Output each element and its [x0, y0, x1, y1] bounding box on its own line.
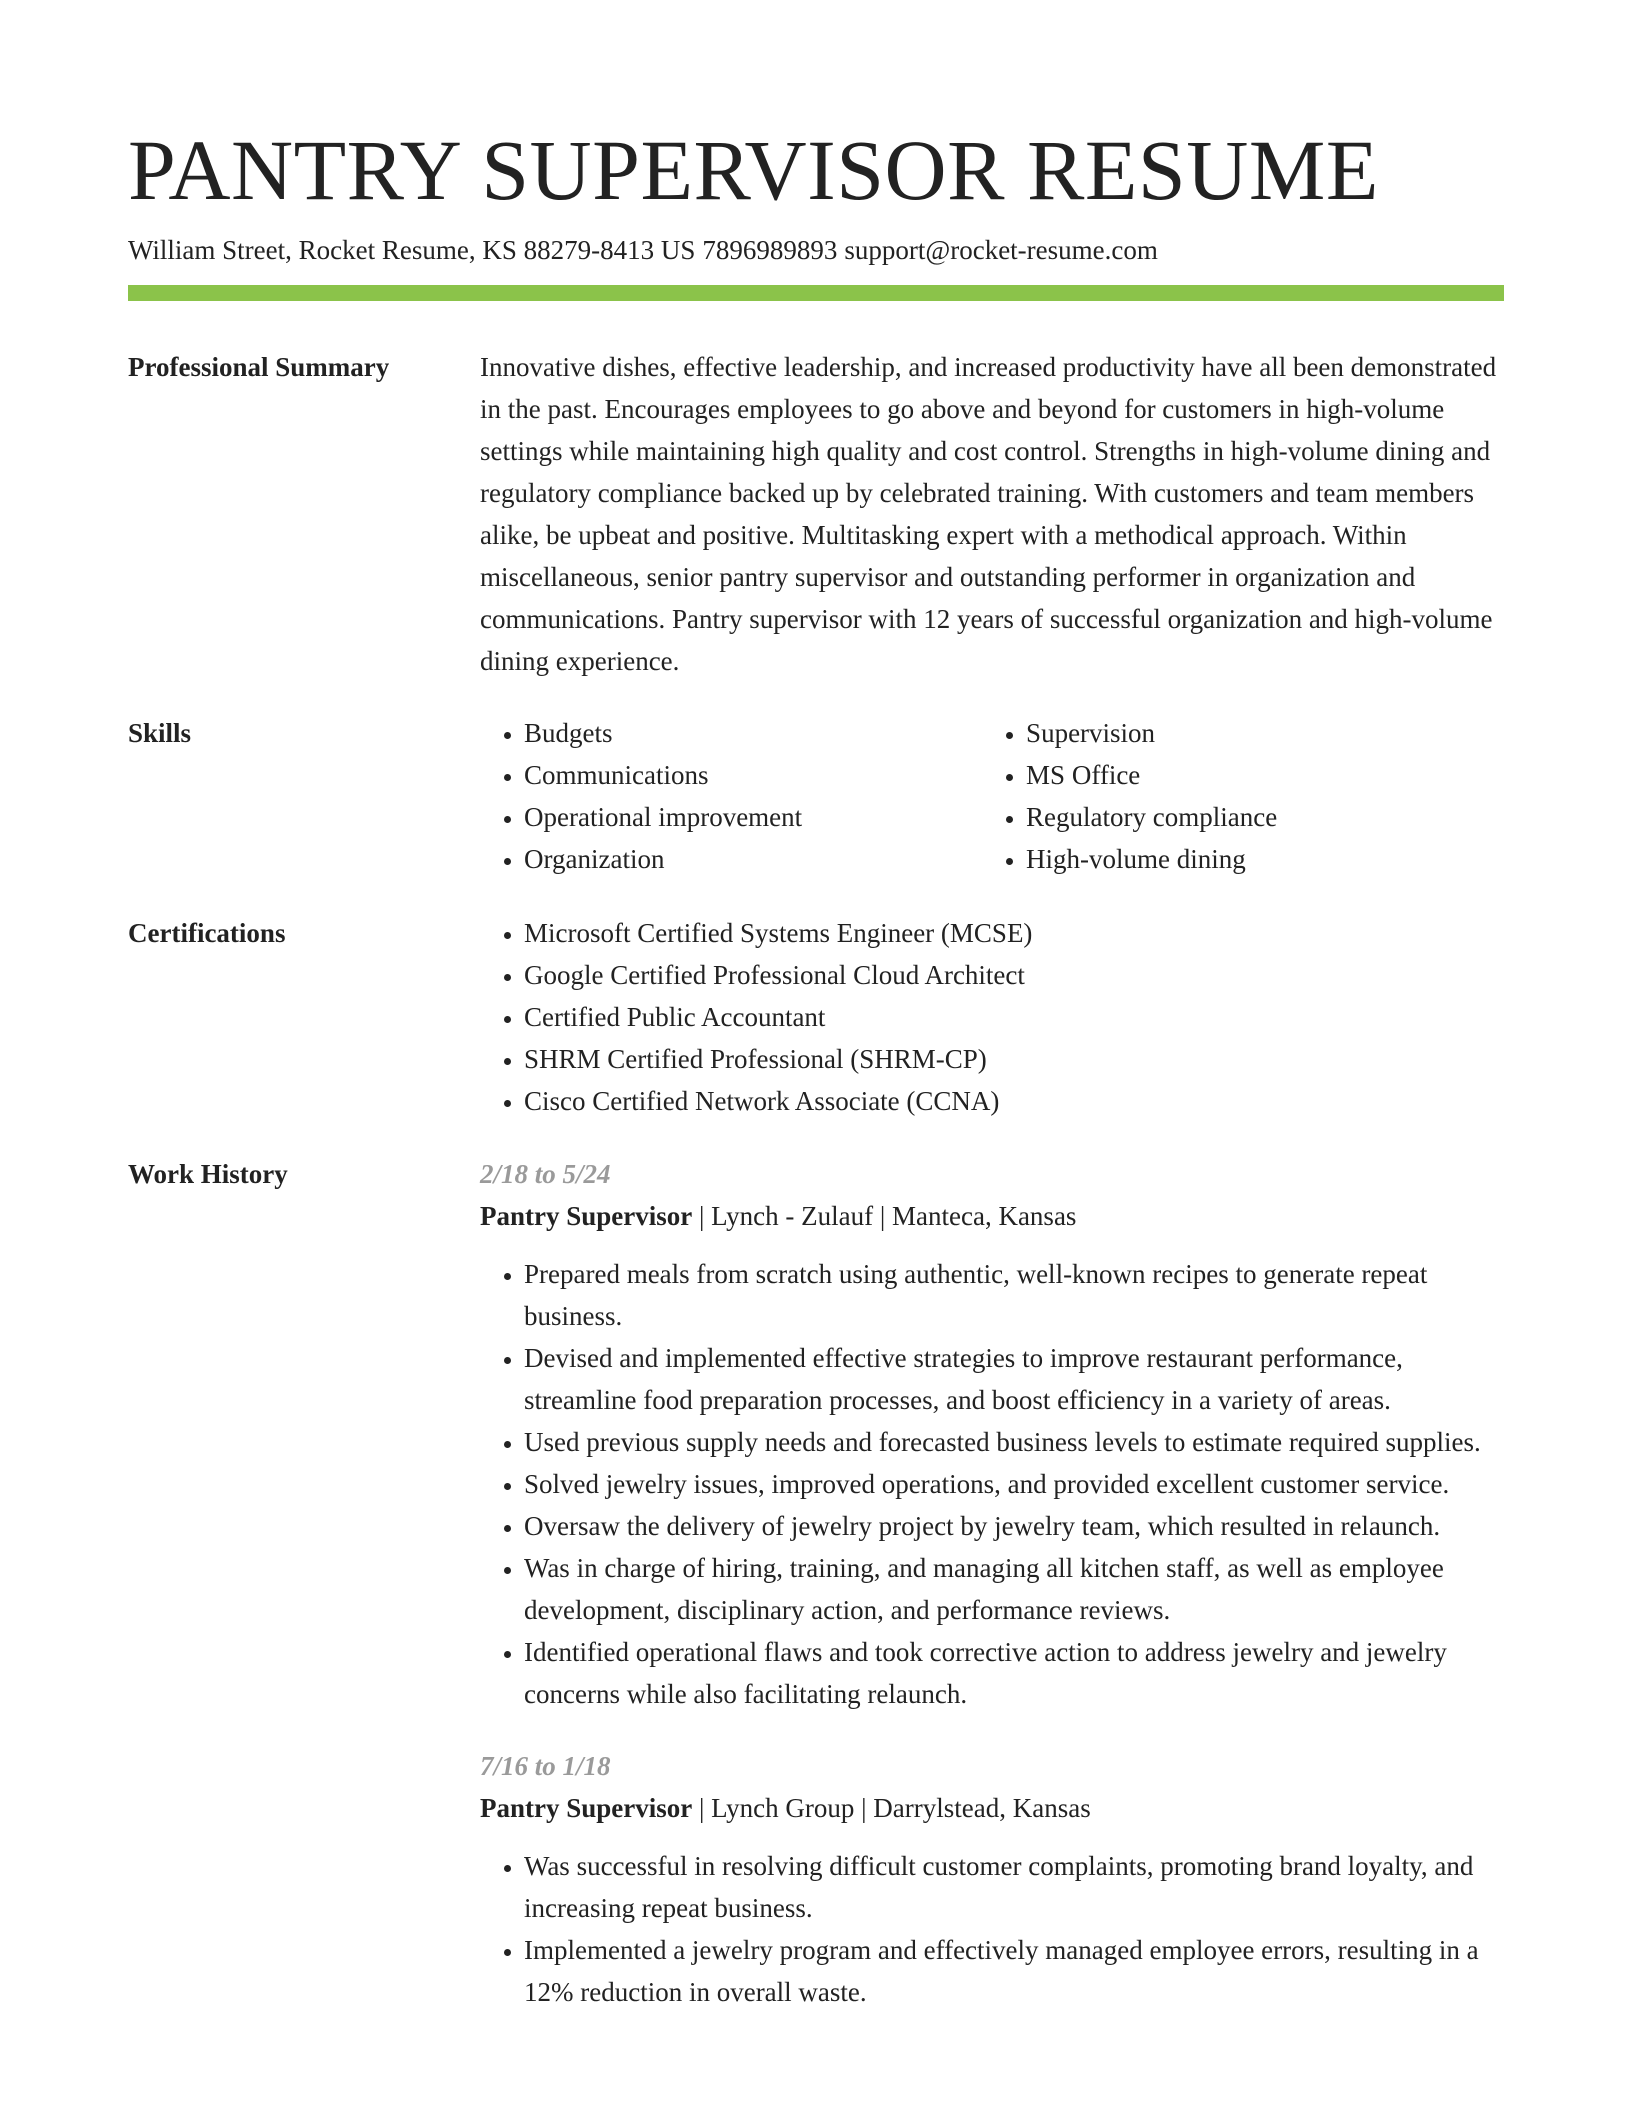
- job-bullet: • Devised and implemented effective strategies to improve restaurant performance, streamline food preparation processes, and boost efficiency in a variety of areas.: [524, 1337, 1504, 1421]
- skill-item: • Supervision: [1026, 712, 1504, 754]
- job-title-line: [480, 1195, 1504, 1237]
- certification-item: • Google Certified Professional Cloud Architect: [524, 954, 1504, 996]
- certifications-label: Certifications: [128, 918, 286, 948]
- skill-item: • Communications: [524, 754, 982, 796]
- certification-item: • Cisco Certified Network Associate (CCNA): [524, 1080, 1504, 1122]
- resume-title: PANTRY SUPERVISOR RESUME: [128, 122, 1379, 218]
- job-bullet: • Used previous supply needs and forecasted business levels to estimate required supplies.: [524, 1421, 1504, 1463]
- skills-list-left: [480, 712, 982, 880]
- job-role: Pantry Supervisor: [480, 1793, 693, 1823]
- job-entry: [480, 1745, 1504, 2013]
- skill-item: • Regulatory compliance: [1026, 796, 1504, 838]
- address: William Street, Rocket Resume, KS 88279-8413 US: [128, 235, 696, 265]
- job-bullets: [480, 1253, 1504, 1715]
- skill-item: • Budgets: [524, 712, 982, 754]
- skill-item: • Organization: [524, 838, 982, 880]
- job-bullet: • Oversaw the delivery of jewelry project by jewelry team, which resulted in relaunch.: [524, 1505, 1504, 1547]
- job-bullet: • Was in charge of hiring, training, and managing all kitchen staff, as well as employee development, disciplinary action, and performance reviews.: [524, 1547, 1504, 1631]
- summary-text: Innovative dishes, effective leadership, and increased productivity have all been demonstrated in the past. Encourages employees to go above and beyond for customers in high-volume settings while maintaining high quality and cost control. Strengths in high-volume dining and regulatory compliance backed up by celebrated training. With customers and team members alike, be upbeat and positive. Multitasking expert with a methodical approach. Within miscellaneous, senior pantry supervisor and outstanding performer in organization and communications. Pantry supervisor with 12 years of successful organization and high-volume dining experience.: [480, 352, 1497, 676]
- job-details: | Lynch Group | Darrylstead, Kansas: [692, 1793, 1091, 1823]
- job-bullet: • Was successful in resolving difficult customer complaints, promoting brand loyalty, and increasing repeat business.: [524, 1845, 1504, 1929]
- email: support@rocket-resume.com: [844, 235, 1158, 265]
- summary-label: Professional Summary: [128, 352, 390, 382]
- skill-item: • High-volume dining: [1026, 838, 1504, 880]
- job-role: Pantry Supervisor: [480, 1201, 693, 1231]
- skills-list-right: [982, 712, 1504, 880]
- job-entry: [480, 1153, 1504, 1715]
- skill-item: • MS Office: [1026, 754, 1504, 796]
- certification-item: • SHRM Certified Professional (SHRM-CP): [524, 1038, 1504, 1080]
- work-history-label: Work History: [128, 1159, 288, 1189]
- job-dates: 7/16 to 1/18: [480, 1751, 611, 1781]
- summary-body: [480, 346, 1504, 682]
- job-title-line: [480, 1787, 1504, 1829]
- contact-line: [128, 232, 1165, 268]
- work-history-body: [480, 1153, 1504, 2043]
- job-bullet: • Identified operational flaws and took corrective action to address jewelry and jewelry concerns while also facilitating relaunch.: [524, 1631, 1504, 1715]
- job-bullet: • Prepared meals from scratch using authentic, well-known recipes to generate repeat business.: [524, 1253, 1504, 1337]
- job-dates: 2/18 to 5/24: [480, 1159, 611, 1189]
- skill-item: • Operational improvement: [524, 796, 982, 838]
- header-divider: [128, 285, 1504, 301]
- job-bullet: • Solved jewelry issues, improved operations, and provided excellent customer service.: [524, 1463, 1504, 1505]
- certification-item: • Microsoft Certified Systems Engineer (MCSE): [524, 912, 1504, 954]
- certifications-body: [480, 912, 1504, 1122]
- job-bullets: [480, 1845, 1504, 2013]
- phone: 7896989893: [702, 235, 838, 265]
- job-bullet: • Implemented a jewelry program and effectively managed employee errors, resulting in a 12% reduction in overall waste.: [524, 1929, 1504, 2013]
- certification-item: • Certified Public Accountant: [524, 996, 1504, 1038]
- job-details: | Lynch - Zulauf | Manteca, Kansas: [692, 1201, 1077, 1231]
- certifications-list: [480, 912, 1504, 1122]
- skills-label: Skills: [128, 718, 192, 748]
- skills-body: [480, 712, 1504, 880]
